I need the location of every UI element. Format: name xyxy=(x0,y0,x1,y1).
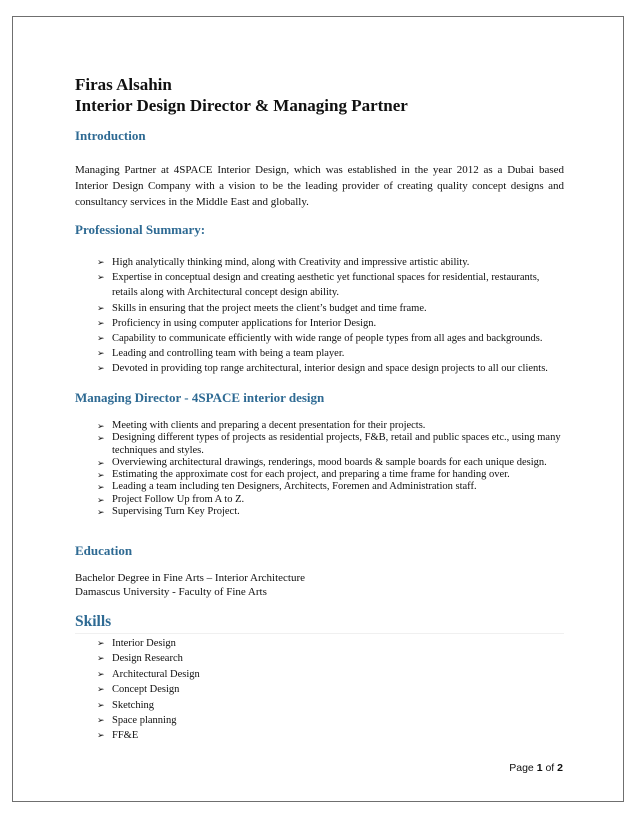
arrow-bullet-icon: ➢ xyxy=(97,638,105,648)
arrow-bullet-icon: ➢ xyxy=(97,457,105,468)
skills-heading: Skills xyxy=(75,613,112,630)
list-item: ➢ Interior Design xyxy=(112,636,412,651)
list-item: ➢ Overviewing architectural drawings, renderings, mood boards & sample boards for each unique design. xyxy=(97,456,547,468)
current-page-number: 1 xyxy=(536,762,543,774)
total-pages-number: 2 xyxy=(557,762,563,774)
list-item: ➢ Supervising Turn Key Project. xyxy=(97,506,240,518)
list-item: ➢ Expertise in conceptual design and creating aesthetic yet functional spaces for residential, restaurants, retails along with Architectural concept design ability. xyxy=(97,272,540,299)
arrow-bullet-icon: ➢ xyxy=(97,257,105,267)
list-item: ➢ Proficiency in using computer applications for Interior Design. xyxy=(112,316,564,331)
managing-director-list xyxy=(97,420,564,518)
arrow-bullet-icon: ➢ xyxy=(97,494,105,505)
arrow-bullet-icon: ➢ xyxy=(97,684,105,695)
arrow-bullet-icon: ➢ xyxy=(97,333,105,344)
of-label: of xyxy=(545,762,555,774)
list-item: ➢ High analytically thinking mind, along with Creativity and impressive artistic ability. xyxy=(112,255,564,270)
list-item: ➢ Design Research xyxy=(112,651,412,666)
professional-summary-heading: Professional Summary: xyxy=(75,222,206,237)
arrow-bullet-icon: ➢ xyxy=(97,653,105,664)
managing-director-heading: Managing Director - 4SPACE interior design xyxy=(75,390,325,405)
arrow-bullet-icon: ➢ xyxy=(97,699,105,710)
arrow-bullet-icon: ➢ xyxy=(97,272,105,283)
list-item: ➢ FF&E xyxy=(112,728,412,743)
skills-list xyxy=(97,636,412,744)
education-degree: Bachelor Degree in Fine Arts – Interior Architecture xyxy=(75,572,306,584)
education-school: Damascus University - Faculty of Fine Arts xyxy=(75,586,267,598)
arrow-bullet-icon: ➢ xyxy=(97,348,105,359)
arrow-bullet-icon: ➢ xyxy=(97,302,105,313)
list-item: ➢ Designing different types of projects as residential projects, F&B, retail and public spaces etc., using many techniques and styles. xyxy=(97,432,561,456)
skills-divider xyxy=(75,633,564,634)
arrow-bullet-icon: ➢ xyxy=(97,363,105,374)
list-item: ➢ Devoted in providing top range architectural, interior design and space design projects to all our clients. xyxy=(112,361,564,376)
arrow-bullet-icon: ➢ xyxy=(97,730,105,741)
list-item: ➢ Architectural Design xyxy=(112,667,412,682)
list-item: ➢ Sketching xyxy=(112,698,412,713)
list-item: ➢ Project Follow Up from A to Z. xyxy=(97,493,245,505)
list-item: ➢ Meeting with clients and preparing a decent presentation for their projects. xyxy=(97,420,426,431)
person-name: Firas Alsahin xyxy=(75,75,172,94)
page-number-footer xyxy=(509,762,563,774)
list-item: ➢ Capability to communicate efficiently with wide range of people types from all ages and backgrounds. xyxy=(112,331,564,346)
arrow-bullet-icon: ➢ xyxy=(97,507,105,518)
arrow-bullet-icon: ➢ xyxy=(97,470,105,481)
list-item: ➢ Leading and controlling team with being a team player. xyxy=(112,346,564,361)
education-heading: Education xyxy=(75,543,133,558)
arrow-bullet-icon: ➢ xyxy=(97,482,105,493)
introduction-text: Managing Partner at 4SPACE Interior Design, which was established in the year 2012 as a Dubai based Interior Design Company with a vision to be the leading provider of creating quality concept designs and consultancy services in the Middle East and globally. xyxy=(75,164,564,208)
job-title: Interior Design Director & Managing Partner xyxy=(75,96,408,115)
introduction-heading: Introduction xyxy=(75,128,146,143)
list-item: ➢ Estimating the approximate cost for each project, and preparing a time frame for handing over. xyxy=(97,469,510,481)
page-label: Page xyxy=(509,762,534,774)
list-item: ➢ Skills in ensuring that the project meets the client’s budget and time frame. xyxy=(112,301,564,316)
arrow-bullet-icon: ➢ xyxy=(97,421,105,431)
arrow-bullet-icon: ➢ xyxy=(97,317,105,328)
list-item: ➢ Space planning xyxy=(112,713,412,728)
arrow-bullet-icon: ➢ xyxy=(97,715,105,726)
arrow-bullet-icon: ➢ xyxy=(97,433,105,444)
list-item: ➢ Concept Design xyxy=(112,682,412,697)
list-item: ➢ Leading a team including ten Designers, Architects, Foremen and Administration staff. xyxy=(97,481,477,493)
arrow-bullet-icon: ➢ xyxy=(97,668,105,679)
professional-summary-list xyxy=(97,255,564,377)
